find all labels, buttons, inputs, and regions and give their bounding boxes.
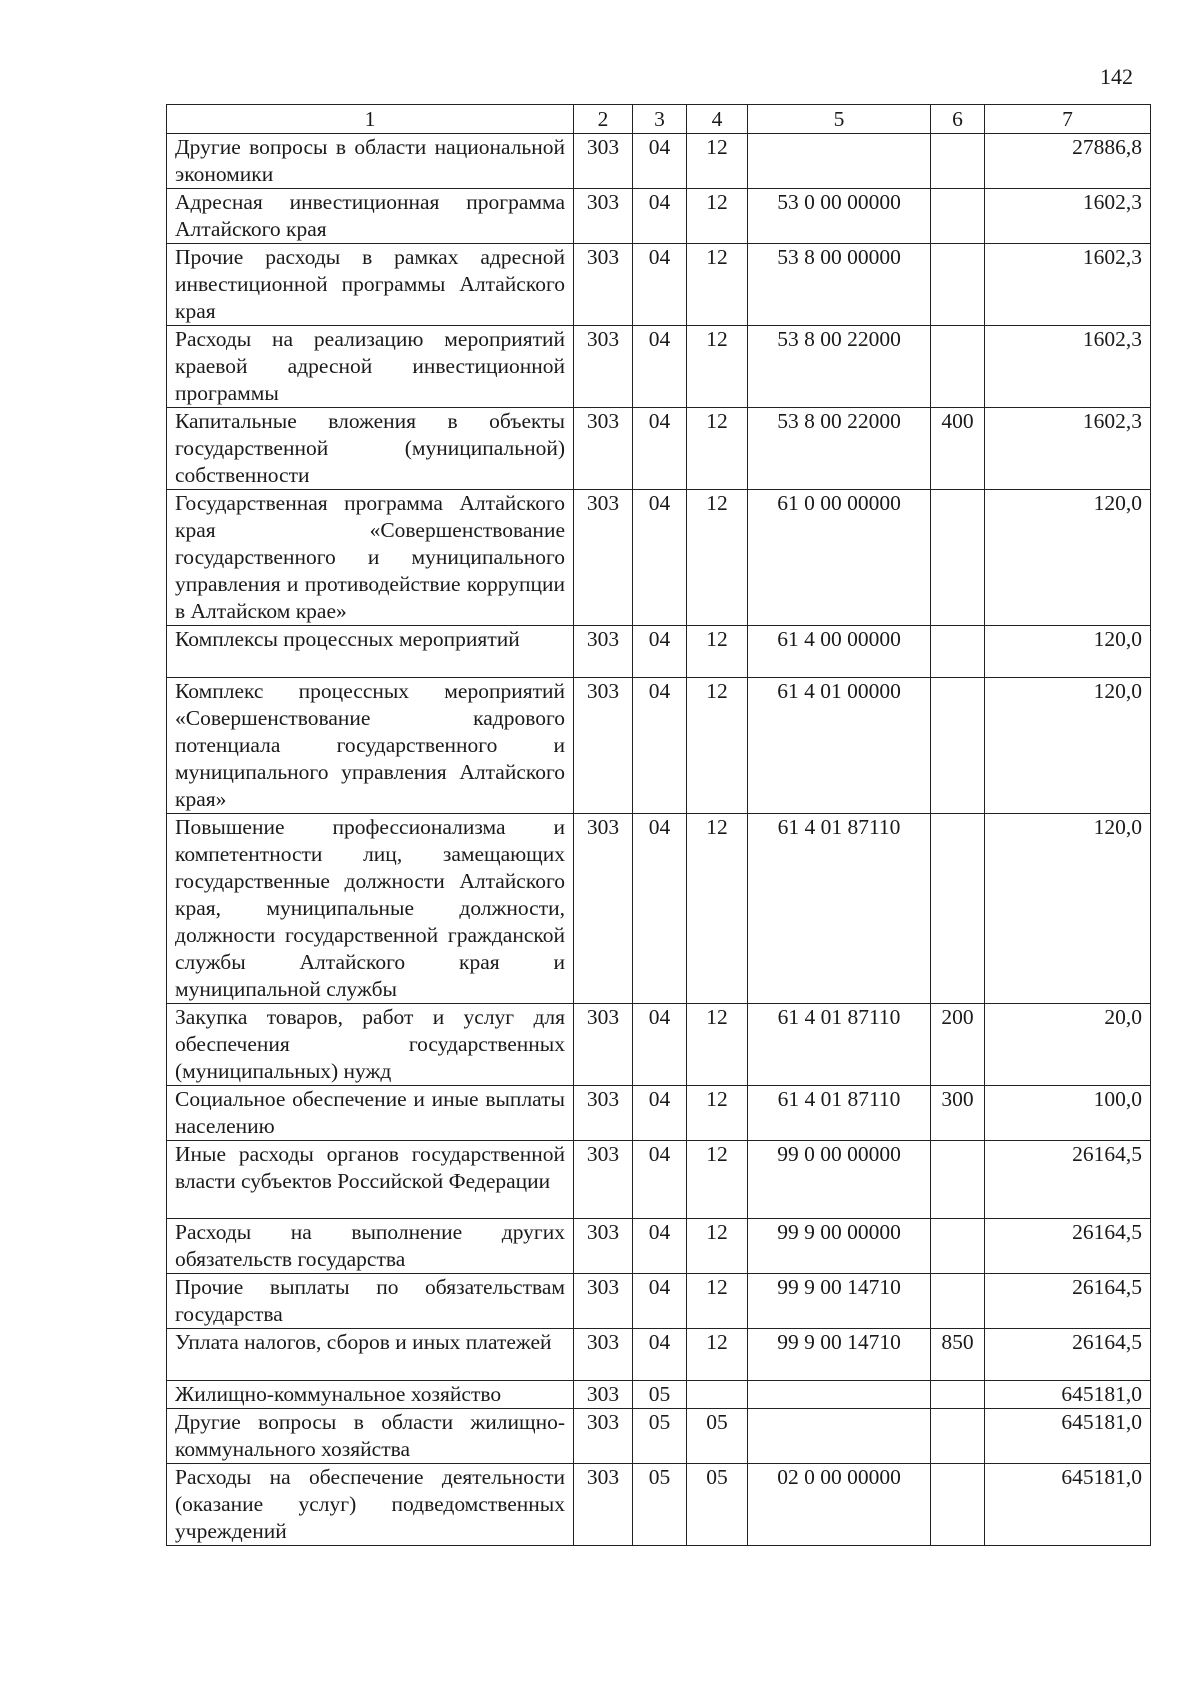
row-code-admin: 303 (574, 1219, 633, 1274)
row-subsection: 12 (687, 814, 748, 1004)
row-target-article: 61 4 01 87110 (748, 1086, 931, 1141)
row-subsection: 05 (687, 1464, 748, 1546)
row-amount: 1602,3 (985, 408, 1151, 490)
row-target-article: 61 4 01 87110 (748, 1004, 931, 1086)
row-subsection: 12 (687, 189, 748, 244)
row-subsection: 12 (687, 408, 748, 490)
row-subsection: 12 (687, 1329, 748, 1381)
table-body (167, 134, 1151, 1546)
row-name: Прочие выплаты по обязательствам государства (167, 1274, 574, 1329)
row-name: Уплата налогов, сборов и иных платежей (167, 1329, 574, 1381)
column-header-4: 4 (687, 105, 748, 134)
table-row (167, 1381, 1151, 1409)
row-subsection: 12 (687, 1086, 748, 1141)
row-code-admin: 303 (574, 1409, 633, 1464)
column-header-6: 6 (931, 105, 985, 134)
row-name: Капитальные вложения в объекты государственной (муниципальной) собственности (167, 408, 574, 490)
row-amount: 1602,3 (985, 244, 1151, 326)
row-expense-type: 200 (931, 1004, 985, 1086)
row-name: Жилищно-коммунальное хозяйство (167, 1381, 574, 1409)
row-section: 04 (633, 1004, 687, 1086)
row-expense-type (931, 1464, 985, 1546)
row-target-article: 99 9 00 14710 (748, 1329, 931, 1381)
row-code-admin: 303 (574, 1329, 633, 1381)
column-header-1: 1 (167, 105, 574, 134)
row-name: Другие вопросы в области национальной экономики (167, 134, 574, 189)
table-row (167, 134, 1151, 189)
row-subsection: 05 (687, 1409, 748, 1464)
table-row (167, 326, 1151, 408)
row-expense-type (931, 814, 985, 1004)
row-name: Государственная программа Алтайского края «Совершенствование государственного и муниципального управления и противодействие коррупции в Алтайском крае» (167, 490, 574, 626)
row-name: Расходы на обеспечение деятельности (оказание услуг) подведомственных учреждений (167, 1464, 574, 1546)
row-amount: 120,0 (985, 626, 1151, 678)
row-target-article: 61 0 00 00000 (748, 490, 931, 626)
row-expense-type (931, 490, 985, 626)
table-row (167, 678, 1151, 814)
row-name: Социальное обеспечение и иные выплаты населению (167, 1086, 574, 1141)
row-code-admin: 303 (574, 244, 633, 326)
row-name: Расходы на выполнение других обязательств государства (167, 1219, 574, 1274)
row-amount: 26164,5 (985, 1141, 1151, 1219)
row-expense-type (931, 626, 985, 678)
page-number: 142 (1100, 64, 1133, 89)
row-section: 04 (633, 326, 687, 408)
table-row (167, 244, 1151, 326)
row-code-admin: 303 (574, 626, 633, 678)
row-target-article: 53 8 00 22000 (748, 326, 931, 408)
row-name: Расходы на реализацию мероприятий краевой адресной инвестиционной программы (167, 326, 574, 408)
row-expense-type (931, 1381, 985, 1409)
row-section: 04 (633, 1329, 687, 1381)
row-name: Комплексы процессных мероприятий (167, 626, 574, 678)
row-section: 04 (633, 408, 687, 490)
table-row (167, 1086, 1151, 1141)
row-amount: 645181,0 (985, 1381, 1151, 1409)
row-subsection (687, 1381, 748, 1409)
table-row (167, 189, 1151, 244)
row-section: 04 (633, 189, 687, 244)
row-section: 04 (633, 814, 687, 1004)
row-target-article: 61 4 01 87110 (748, 814, 931, 1004)
column-header-7: 7 (985, 105, 1151, 134)
row-section: 04 (633, 1086, 687, 1141)
row-section: 04 (633, 134, 687, 189)
row-expense-type (931, 134, 985, 189)
row-subsection: 12 (687, 678, 748, 814)
row-name: Прочие расходы в рамках адресной инвестиционной программы Алтайского края (167, 244, 574, 326)
row-section: 04 (633, 678, 687, 814)
table-row (167, 1141, 1151, 1219)
row-section: 04 (633, 626, 687, 678)
row-expense-type: 300 (931, 1086, 985, 1141)
row-amount: 20,0 (985, 1004, 1151, 1086)
row-expense-type (931, 678, 985, 814)
row-section: 04 (633, 244, 687, 326)
row-expense-type (931, 326, 985, 408)
row-amount: 120,0 (985, 678, 1151, 814)
row-subsection: 12 (687, 326, 748, 408)
row-code-admin: 303 (574, 326, 633, 408)
row-amount: 26164,5 (985, 1329, 1151, 1381)
row-target-article (748, 1409, 931, 1464)
row-code-admin: 303 (574, 490, 633, 626)
row-target-article: 53 8 00 22000 (748, 408, 931, 490)
row-code-admin: 303 (574, 1464, 633, 1546)
row-amount: 1602,3 (985, 189, 1151, 244)
table-row (167, 408, 1151, 490)
row-subsection: 12 (687, 1004, 748, 1086)
row-section: 04 (633, 1219, 687, 1274)
row-expense-type (931, 189, 985, 244)
row-target-article: 53 8 00 00000 (748, 244, 931, 326)
budget-table (166, 104, 1151, 1546)
row-code-admin: 303 (574, 408, 633, 490)
row-section: 05 (633, 1464, 687, 1546)
row-section: 04 (633, 490, 687, 626)
row-amount: 120,0 (985, 814, 1151, 1004)
row-subsection: 12 (687, 1274, 748, 1329)
row-expense-type (931, 1219, 985, 1274)
row-target-article: 99 0 00 00000 (748, 1141, 931, 1219)
row-amount: 27886,8 (985, 134, 1151, 189)
row-amount: 26164,5 (985, 1219, 1151, 1274)
table-row (167, 814, 1151, 1004)
row-target-article (748, 1381, 931, 1409)
row-code-admin: 303 (574, 814, 633, 1004)
row-target-article: 02 0 00 00000 (748, 1464, 931, 1546)
column-header-2: 2 (574, 105, 633, 134)
row-target-article: 61 4 00 00000 (748, 626, 931, 678)
row-expense-type (931, 244, 985, 326)
row-name: Повышение профессионализма и компетентности лиц, замещающих государственные должности Алтайского края, муниципальные должности, должности государственной гражданской службы Алтайского края и муниципальной службы (167, 814, 574, 1004)
row-name: Закупка товаров, работ и услуг для обеспечения государственных (муниципальных) нужд (167, 1004, 574, 1086)
header-row (167, 105, 1151, 134)
row-code-admin: 303 (574, 678, 633, 814)
column-header-3: 3 (633, 105, 687, 134)
row-name: Другие вопросы в области жилищно-коммунального хозяйства (167, 1409, 574, 1464)
row-code-admin: 303 (574, 1274, 633, 1329)
table-row (167, 1409, 1151, 1464)
row-expense-type (931, 1141, 985, 1219)
row-section: 04 (633, 1141, 687, 1219)
row-target-article: 53 0 00 00000 (748, 189, 931, 244)
row-subsection: 12 (687, 1219, 748, 1274)
row-target-article: 99 9 00 00000 (748, 1219, 931, 1274)
row-target-article: 61 4 01 00000 (748, 678, 931, 814)
row-code-admin: 303 (574, 189, 633, 244)
row-amount: 100,0 (985, 1086, 1151, 1141)
row-subsection: 12 (687, 134, 748, 189)
row-expense-type (931, 1409, 985, 1464)
table-row (167, 1219, 1151, 1274)
row-code-admin: 303 (574, 134, 633, 189)
row-expense-type: 400 (931, 408, 985, 490)
table-row (167, 1004, 1151, 1086)
row-amount: 1602,3 (985, 326, 1151, 408)
row-subsection: 12 (687, 1141, 748, 1219)
row-target-article (748, 134, 931, 189)
table-row (167, 1274, 1151, 1329)
row-expense-type: 850 (931, 1329, 985, 1381)
table-row (167, 490, 1151, 626)
row-code-admin: 303 (574, 1086, 633, 1141)
row-subsection: 12 (687, 244, 748, 326)
row-expense-type (931, 1274, 985, 1329)
row-section: 04 (633, 1274, 687, 1329)
row-subsection: 12 (687, 490, 748, 626)
row-target-article: 99 9 00 14710 (748, 1274, 931, 1329)
row-subsection: 12 (687, 626, 748, 678)
row-name: Комплекс процессных мероприятий «Совершенствование кадрового потенциала государственного и муниципального управления Алтайского края» (167, 678, 574, 814)
row-section: 05 (633, 1409, 687, 1464)
row-amount: 120,0 (985, 490, 1151, 626)
row-code-admin: 303 (574, 1141, 633, 1219)
column-header-5: 5 (748, 105, 931, 134)
row-amount: 645181,0 (985, 1464, 1151, 1546)
row-amount: 26164,5 (985, 1274, 1151, 1329)
row-section: 05 (633, 1381, 687, 1409)
row-code-admin: 303 (574, 1004, 633, 1086)
table-row (167, 1329, 1151, 1381)
row-name: Иные расходы органов государственной власти субъектов Российской Федерации (167, 1141, 574, 1219)
row-amount: 645181,0 (985, 1409, 1151, 1464)
table-row (167, 626, 1151, 678)
table-row (167, 1464, 1151, 1546)
row-code-admin: 303 (574, 1381, 633, 1409)
row-name: Адресная инвестиционная программа Алтайского края (167, 189, 574, 244)
